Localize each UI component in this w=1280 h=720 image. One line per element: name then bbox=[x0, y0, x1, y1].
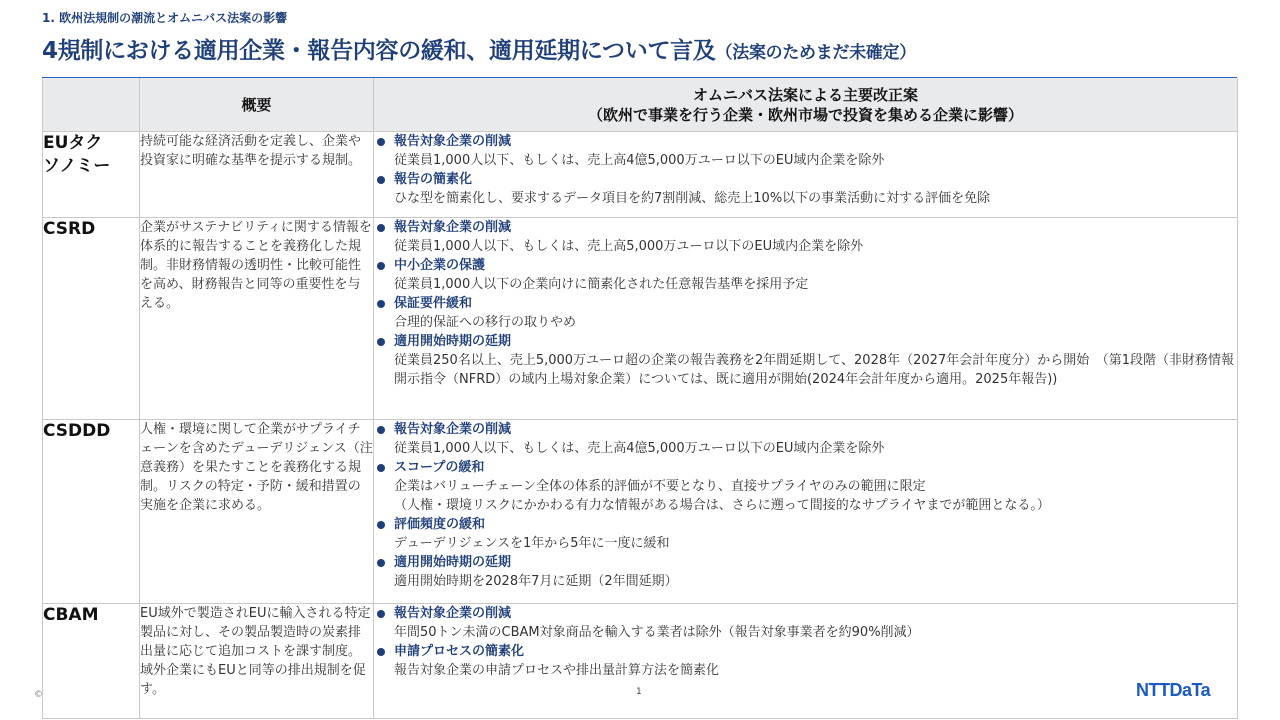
amendment-item bbox=[374, 515, 1237, 553]
bullet-dot-icon bbox=[377, 464, 385, 472]
bullet-dot-icon bbox=[377, 262, 385, 270]
regulation-overview: 人権・環境に関して企業がサプライチェーンを含めたデューデリジェンス（注意義務）を果たすことを義務化する規制。リスクの特定・予防・緩和措置の実施を企業に求める。 bbox=[140, 420, 374, 604]
amendment-details bbox=[374, 604, 1238, 719]
copyright-mark: © bbox=[34, 690, 43, 700]
table-row bbox=[43, 132, 1238, 218]
amendment-item bbox=[374, 132, 1237, 170]
amendment-description: 従業員1,000人以下、もしくは、売上高4億5,000万ユーロ以下のEU域内企業を除外 bbox=[394, 441, 885, 456]
bullet-dot-icon bbox=[377, 138, 385, 146]
amendment-item bbox=[374, 170, 1237, 208]
amendment-title: 報告の簡素化 bbox=[394, 172, 473, 187]
amendment-title: 適用開始時期の延期 bbox=[394, 555, 512, 570]
amendment-item bbox=[374, 420, 1237, 458]
amendment-title: 保証要件緩和 bbox=[394, 296, 473, 311]
amendment-description: 企業はバリューチェーン全体の体系的評価が不要となり、直接サプライヤのみの範囲に限定 （人権・環境リスクにかかわる有力な情報がある場合は、さらに遡って間接的なサプライヤまでが範囲となる。） bbox=[394, 479, 1050, 513]
amendment-details bbox=[374, 218, 1238, 420]
header-overview: 概要 bbox=[140, 78, 374, 132]
amendment-title: 中小企業の保護 bbox=[394, 258, 486, 273]
regulation-overview: 企業がサステナビリティに関する情報を体系的に報告することを義務化した規制。非財務情報の透明性・比較可能性を高め、財務報告と同等の重要性を与える。 bbox=[140, 218, 374, 420]
amendment-description: ひな型を簡素化し、要求するデータ項目を約7割削減、総売上10%以下の事業活動に対する評価を免除 bbox=[394, 191, 991, 206]
amendment-item bbox=[374, 256, 1237, 294]
page-number: 1 bbox=[636, 687, 642, 697]
bullet-dot-icon bbox=[377, 648, 385, 656]
page-title-text: 4規制における適用企業・報告内容の緩和、適用延期について言及 bbox=[42, 38, 716, 64]
table-row bbox=[43, 604, 1238, 719]
bullet-dot-icon bbox=[377, 559, 385, 567]
amendment-title: 適用開始時期の延期 bbox=[394, 334, 512, 349]
amendment-title: 報告対象企業の削減 bbox=[394, 134, 512, 149]
amendment-description: 年間50トン未満のCBAM対象商品を輸入する業者は除外（報告対象事業者を約90%削減） bbox=[394, 625, 920, 640]
header-amendments bbox=[374, 78, 1238, 132]
bullet-dot-icon bbox=[377, 426, 385, 434]
amendment-description: 従業員1,000人以下、もしくは、売上高5,000万ユーロ以下のEU域内企業を除外 bbox=[394, 239, 864, 254]
regulation-table bbox=[42, 78, 1238, 719]
header-blank bbox=[43, 78, 140, 132]
amendment-title: 報告対象企業の削減 bbox=[394, 606, 512, 621]
page-title-note: （法案のためまだ未確定） bbox=[715, 43, 916, 63]
regulation-name: CBAM bbox=[43, 604, 140, 719]
header-amendments-line1: オムニバス法案による主要改正案 bbox=[692, 85, 918, 104]
header-amendments-line2: （欧州で事業を行う企業・欧州市場で投資を集める企業に影響） bbox=[587, 105, 1023, 124]
regulation-overview: 持続可能な経済活動を定義し、企業や投資家に明確な基準を提示する規制。 bbox=[140, 132, 374, 218]
regulation-name: CSDDD bbox=[43, 420, 140, 604]
amendment-description: 従業員1,000人以下の企業向けに簡素化された任意報告基準を採用予定 bbox=[394, 277, 809, 292]
bullet-dot-icon bbox=[377, 224, 385, 232]
amendment-item bbox=[374, 294, 1237, 332]
amendment-item bbox=[374, 642, 1237, 680]
bullet-dot-icon bbox=[377, 300, 385, 308]
amendment-item bbox=[374, 458, 1237, 515]
amendment-title: 報告対象企業の削減 bbox=[394, 220, 512, 235]
bullet-dot-icon bbox=[377, 521, 385, 529]
amendment-description: 合理的保証への移行の取りやめ bbox=[394, 315, 577, 330]
amendment-description: 報告対象企業の申請プロセスや排出量計算方法を簡素化 bbox=[394, 663, 720, 678]
amendment-description: デューデリジェンスを1年から5年に一度に緩和 bbox=[394, 536, 670, 551]
amendment-title: 評価頻度の緩和 bbox=[394, 517, 486, 532]
amendment-title: スコープの緩和 bbox=[394, 460, 485, 475]
amendment-title: 報告対象企業の削減 bbox=[394, 422, 512, 437]
bullet-dot-icon bbox=[377, 338, 385, 346]
bullet-dot-icon bbox=[377, 176, 385, 184]
amendment-details bbox=[374, 132, 1238, 218]
regulation-name: EUタク ソノミー bbox=[43, 132, 140, 218]
amendment-item bbox=[374, 553, 1237, 591]
amendment-description: 従業員250名以上、売上5,000万ユーロ超の企業の報告義務を2年間延期して、2028年（2027年会計年度分）から開始 （第1段階（非財務情報開示指令（NFRD）の域内上場対象企業）については、既に適用が開始(2024年会計年度から適用。2025年報告)) bbox=[394, 353, 1234, 387]
amendment-description: 従業員1,000人以下、もしくは、売上高4億5,000万ユーロ以下のEU域内企業を除外 bbox=[394, 153, 885, 168]
bullet-dot-icon bbox=[377, 610, 385, 618]
amendment-description: 適用開始時期を2028年7月に延期（2年間延期） bbox=[394, 574, 678, 589]
table-header-row bbox=[43, 78, 1238, 132]
breadcrumb: 1. 欧州法規制の潮流とオムニバス法案の影響 bbox=[42, 11, 288, 25]
regulation-name: CSRD bbox=[43, 218, 140, 420]
amendment-item bbox=[374, 332, 1237, 389]
regulation-overview: EU域外で製造されEUに輸入される特定製品に対し、その製品製造時の炭素排出量に応じて追加コストを課す制度。域外企業にもEUと同等の排出規制を促す。 bbox=[140, 604, 374, 719]
table-row bbox=[43, 420, 1238, 604]
ntt-data-logo: NTTDaTa bbox=[1136, 680, 1211, 700]
table-row bbox=[43, 218, 1238, 420]
amendment-details bbox=[374, 420, 1238, 604]
page-title bbox=[42, 32, 916, 65]
amendment-item bbox=[374, 604, 1237, 642]
amendment-title: 申請プロセスの簡素化 bbox=[394, 644, 525, 659]
amendment-item bbox=[374, 218, 1237, 256]
